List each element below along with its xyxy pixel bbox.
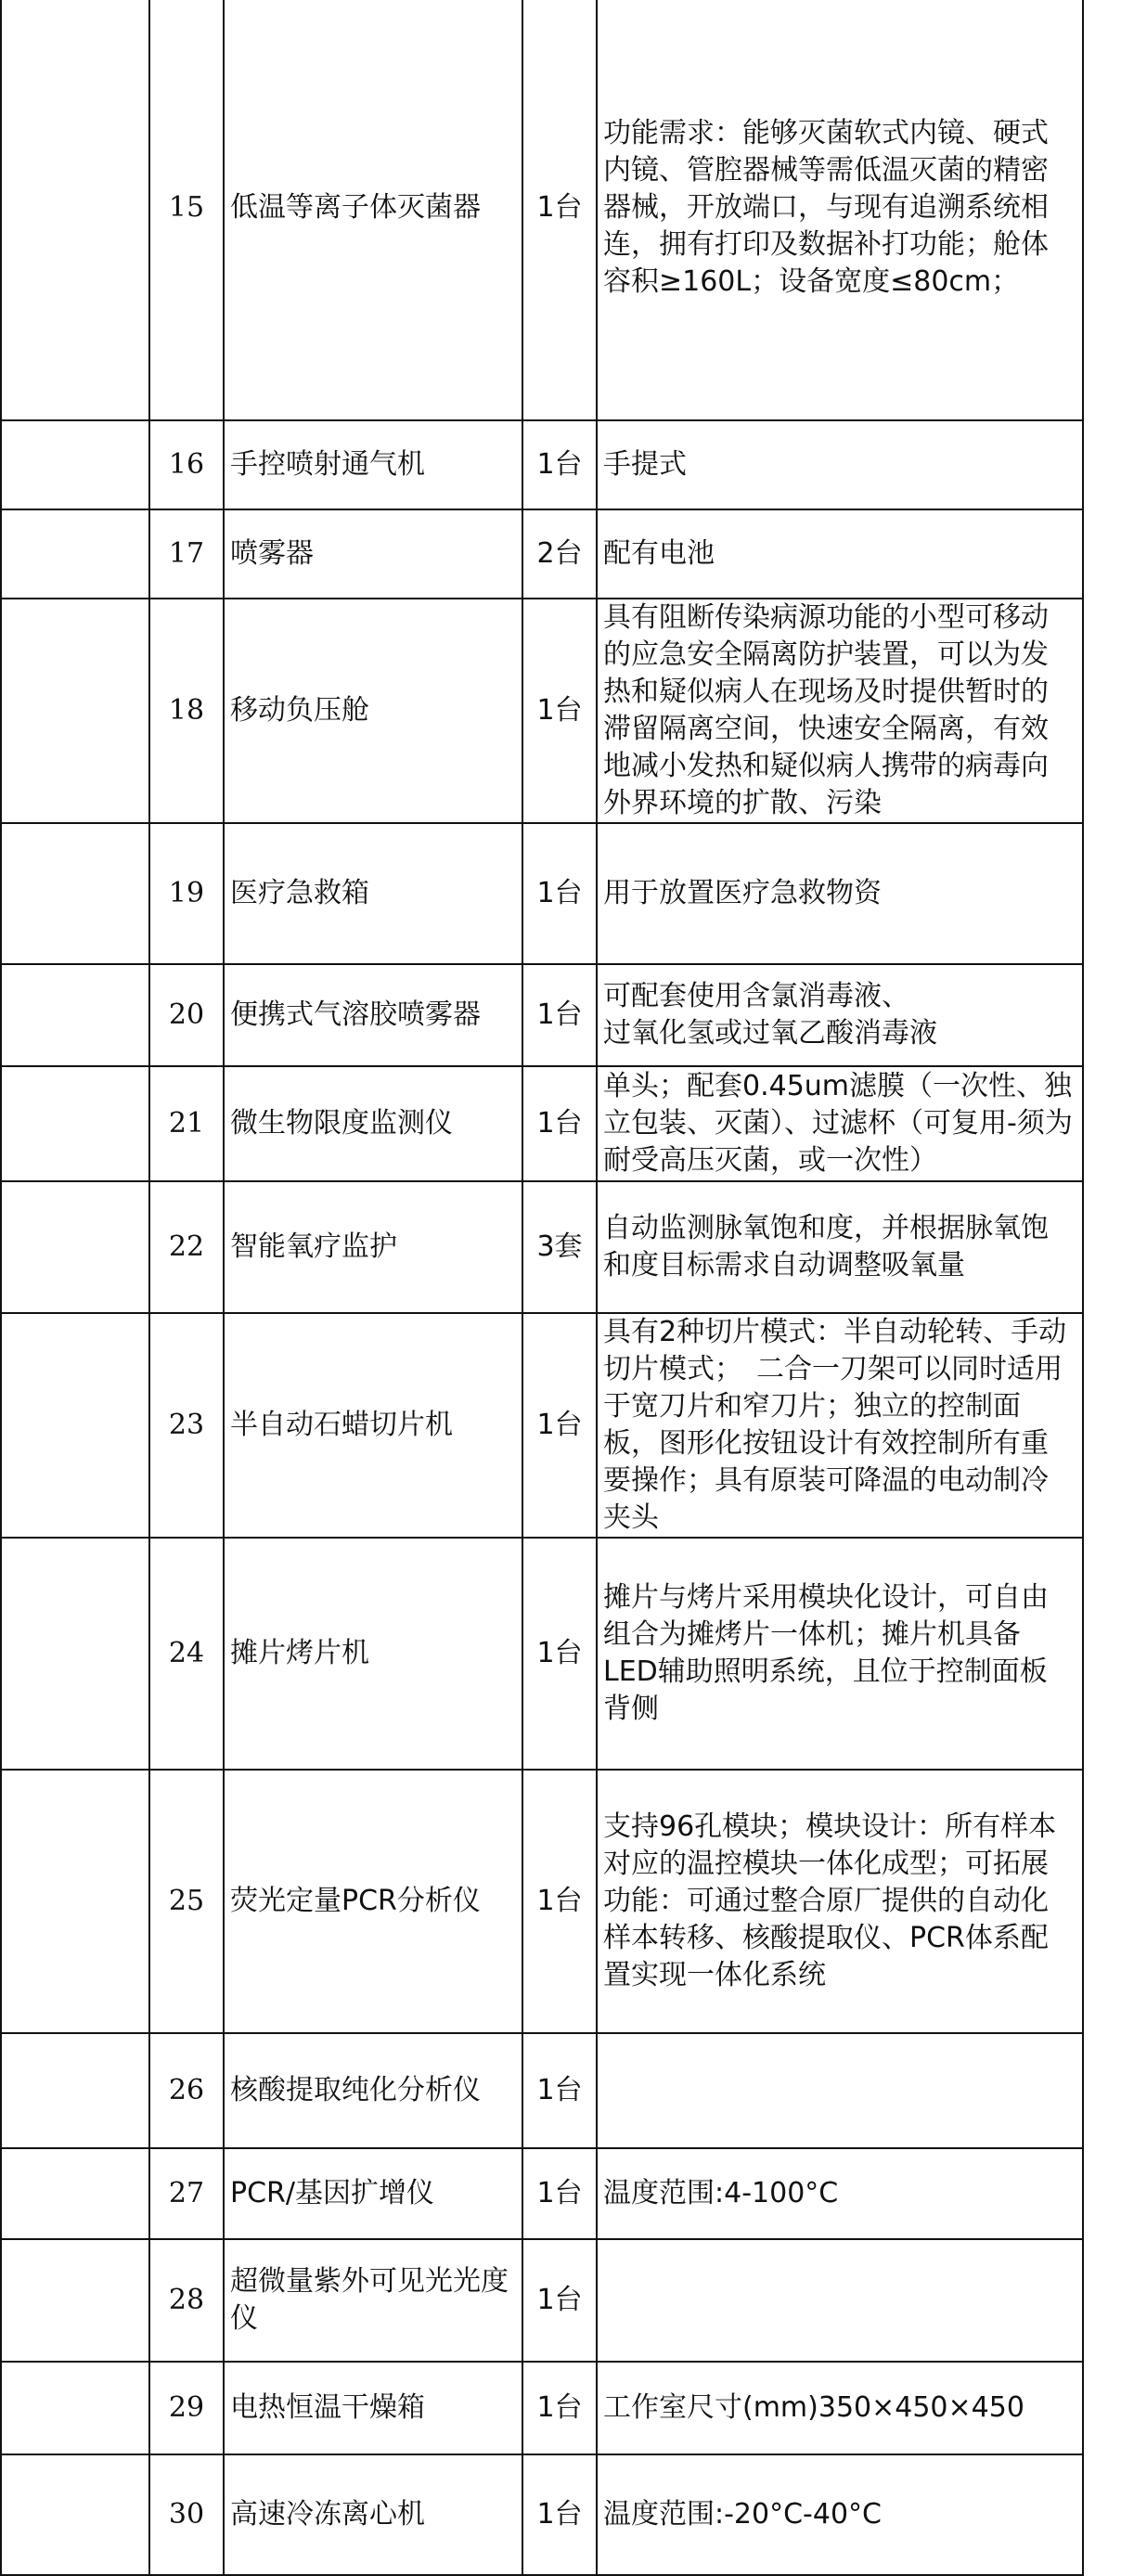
blank-cell (1, 509, 149, 599)
table-row (1, 0, 1083, 420)
table-row (1, 2148, 1083, 2239)
row-number: 27 (149, 2148, 224, 2239)
item-quantity: 2台 (522, 509, 597, 599)
row-number: 21 (149, 1066, 224, 1181)
blank-cell (1, 599, 149, 823)
item-name: 核酸提取纯化分析仪 (224, 2033, 522, 2148)
item-name: 便携式气溶胶喷雾器 (224, 964, 522, 1066)
item-requirement: 具有阻断传染病源功能的小型可移动的应急安全隔离防护装置，可以为发热和疑似病人在现场及时提供暂时的滞留隔离空间，快速安全隔离，有效地减小发热和疑似病人携带的病毒向外界环境的扩散、污染 (597, 599, 1083, 823)
item-requirement: 单头；配套0.45um滤膜（一次性、独立包装、灭菌）、过滤杯（可复用-须为耐受高压灭菌，或一次性） (597, 1066, 1083, 1181)
table-row (1, 1181, 1083, 1313)
item-quantity: 1台 (522, 1313, 597, 1538)
item-name: 荧光定量PCR分析仪 (224, 1770, 522, 2033)
item-name: 高速冷冻离心机 (224, 2454, 522, 2575)
item-requirement: 摊片与烤片采用模块化设计，可自由组合为摊烤片一体机；摊片机具备LED辅助照明系统，且位于控制面板背侧 (597, 1538, 1083, 1770)
item-quantity: 1台 (522, 1066, 597, 1181)
row-number: 25 (149, 1770, 224, 2033)
table-row (1, 2362, 1083, 2454)
item-requirement: 功能需求：能够灭菌软式内镜、硬式内镜、管腔器械等需低温灭菌的精密器械，开放端口，与现有追溯系统相连，拥有打印及数据补打功能；舱体容积≥160L；设备宽度≤80cm； (597, 0, 1083, 420)
table-row (1, 420, 1083, 509)
row-number: 28 (149, 2239, 224, 2362)
item-requirement: 手提式 (597, 420, 1083, 509)
item-quantity: 1台 (522, 2239, 597, 2362)
item-name: 电热恒温干燥箱 (224, 2362, 522, 2454)
item-quantity: 1台 (522, 420, 597, 509)
item-requirement (597, 2033, 1083, 2148)
item-name: 低温等离子体灭菌器 (224, 0, 522, 420)
item-name: 微生物限度监测仪 (224, 1066, 522, 1181)
row-number: 20 (149, 964, 224, 1066)
item-quantity: 3套 (522, 1181, 597, 1313)
table-row (1, 1313, 1083, 1538)
table-row (1, 823, 1083, 964)
item-name: 喷雾器 (224, 509, 522, 599)
row-number: 15 (149, 0, 224, 420)
item-name: 手控喷射通气机 (224, 420, 522, 509)
blank-cell (1, 2362, 149, 2454)
item-requirement: 自动监测脉氧饱和度，并根据脉氧饱和度目标需求自动调整吸氧量 (597, 1181, 1083, 1313)
item-name: 移动负压舱 (224, 599, 522, 823)
item-requirement: 温度范围:-20°C-40°C (597, 2454, 1083, 2575)
item-name: 半自动石蜡切片机 (224, 1313, 522, 1538)
blank-cell (1, 1066, 149, 1181)
item-quantity: 1台 (522, 964, 597, 1066)
row-number: 24 (149, 1538, 224, 1770)
table-row (1, 599, 1083, 823)
item-quantity: 1台 (522, 1538, 597, 1770)
item-quantity: 1台 (522, 0, 597, 420)
item-requirement: 用于放置医疗急救物资 (597, 823, 1083, 964)
item-requirement (597, 2239, 1083, 2362)
item-requirement: 支持96孔模块；模块设计：所有样本对应的温控模块一体化成型；可拓展功能：可通过整合原厂提供的自动化样本转移、核酸提取仪、PCR体系配置实现一体化系统 (597, 1770, 1083, 2033)
blank-cell (1, 2239, 149, 2362)
blank-cell (1, 1181, 149, 1313)
item-requirement: 温度范围:4-100°C (597, 2148, 1083, 2239)
item-name: 医疗急救箱 (224, 823, 522, 964)
item-quantity: 1台 (522, 599, 597, 823)
item-name: 超微量紫外可见光光度仪 (224, 2239, 522, 2362)
item-requirement: 可配套使用含氯消毒液、 过氧化氢或过氧乙酸消毒液 (597, 964, 1083, 1066)
item-quantity: 1台 (522, 1770, 597, 2033)
item-quantity: 1台 (522, 2148, 597, 2239)
table-row (1, 964, 1083, 1066)
blank-cell (1, 1313, 149, 1538)
row-number: 19 (149, 823, 224, 964)
item-requirement: 具有2种切片模式：半自动轮转、手动切片模式； 二合一刀架可以同时适用于宽刀片和窄刀片；独立的控制面板，图形化按钮设计有效控制所有重要操作；具有原装可降温的电动制冷夹头 (597, 1313, 1083, 1538)
table-row (1, 1066, 1083, 1181)
item-requirement: 工作室尺寸(mm)350×450×450 (597, 2362, 1083, 2454)
blank-cell (1, 1770, 149, 2033)
table-row (1, 2239, 1083, 2362)
item-requirement: 配有电池 (597, 509, 1083, 599)
row-number: 17 (149, 509, 224, 599)
item-quantity: 1台 (522, 2033, 597, 2148)
item-quantity: 1台 (522, 2454, 597, 2575)
row-number: 22 (149, 1181, 224, 1313)
row-number: 30 (149, 2454, 224, 2575)
row-number: 29 (149, 2362, 224, 2454)
item-quantity: 1台 (522, 2362, 597, 2454)
table-row (1, 1538, 1083, 1770)
row-number: 18 (149, 599, 224, 823)
item-name: 智能氧疗监护 (224, 1181, 522, 1313)
blank-cell (1, 2033, 149, 2148)
table-row (1, 2033, 1083, 2148)
blank-cell (1, 420, 149, 509)
table-row (1, 509, 1083, 599)
row-number: 26 (149, 2033, 224, 2148)
blank-cell (1, 964, 149, 1066)
row-number: 16 (149, 420, 224, 509)
table-row (1, 1770, 1083, 2033)
blank-cell (1, 0, 149, 420)
blank-cell (1, 2148, 149, 2239)
item-name: 摊片烤片机 (224, 1538, 522, 1770)
item-quantity: 1台 (522, 823, 597, 964)
blank-cell (1, 1538, 149, 1770)
row-number: 23 (149, 1313, 224, 1538)
blank-cell (1, 823, 149, 964)
item-name: PCR/基因扩增仪 (224, 2148, 522, 2239)
